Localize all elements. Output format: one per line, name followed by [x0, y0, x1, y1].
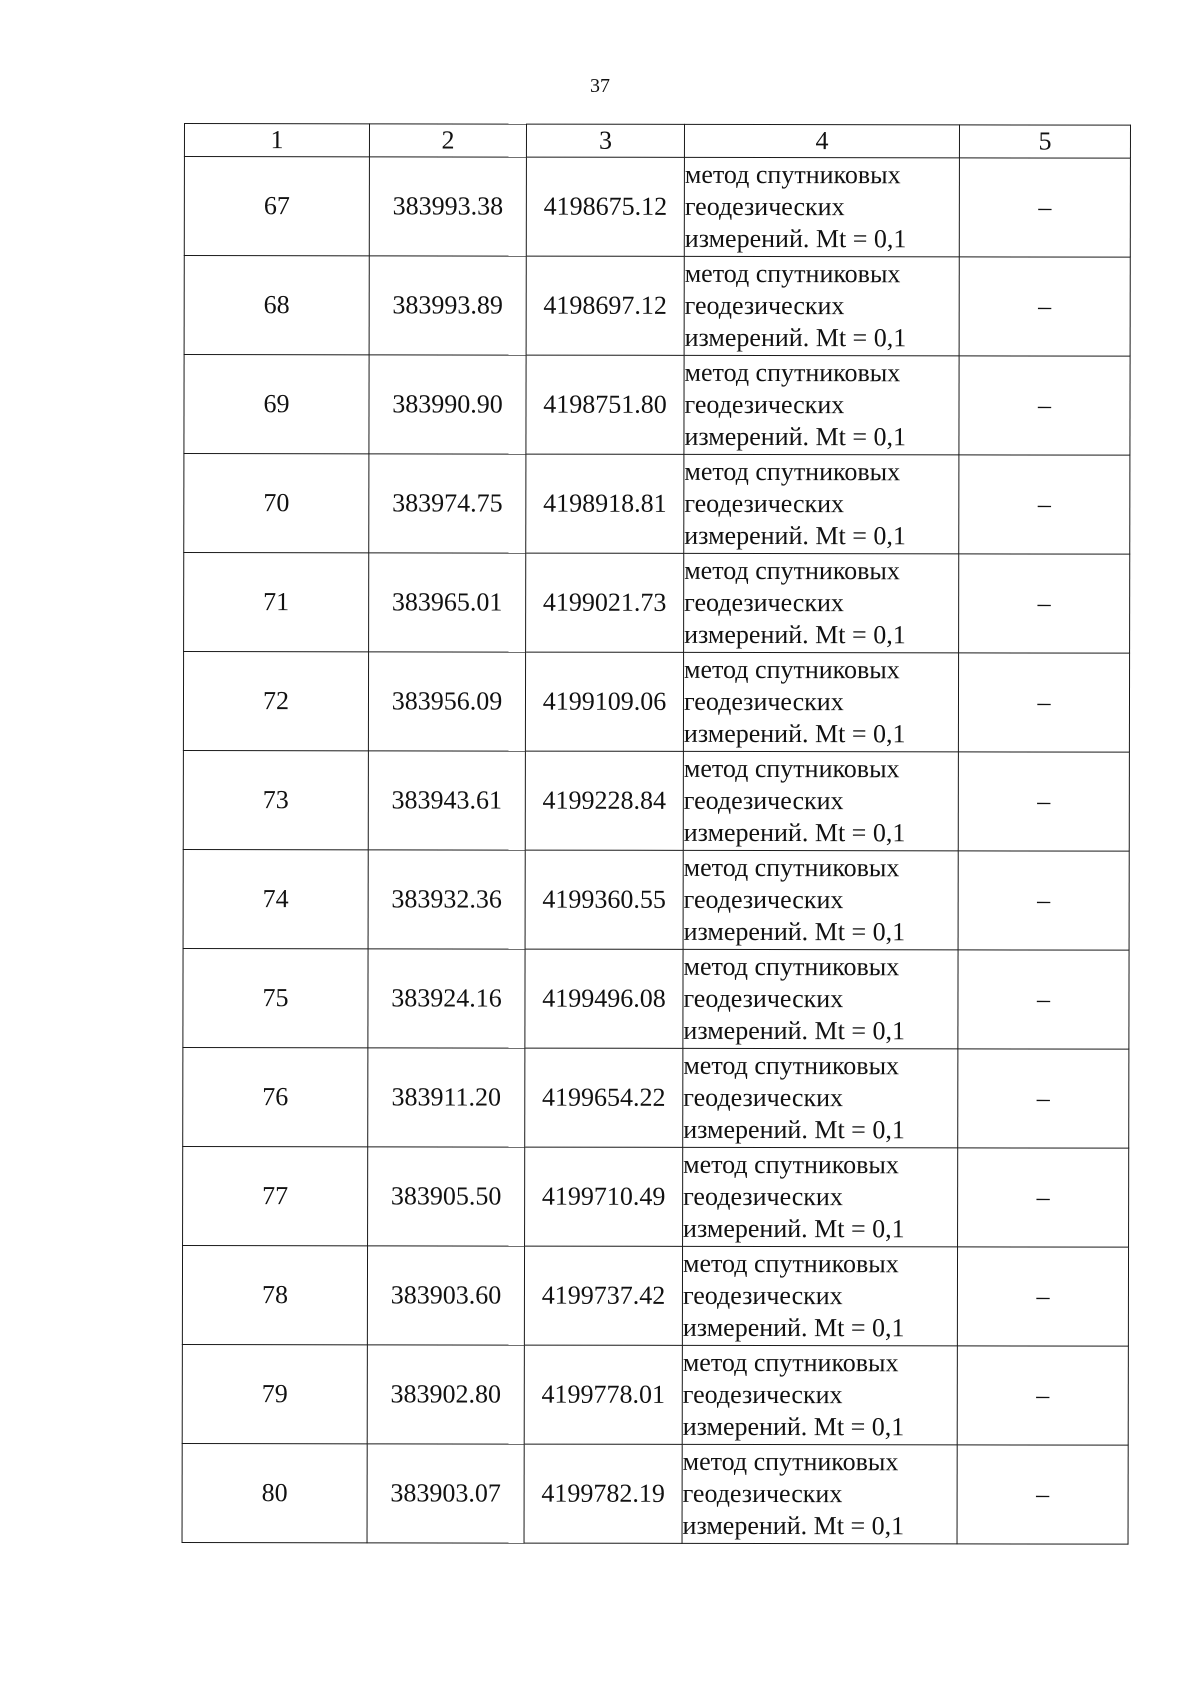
table-row — [183, 1047, 1129, 1148]
note-cell: – — [959, 554, 1130, 653]
y-coordinate-cell: 4199228.84 — [525, 751, 683, 850]
method-cell — [683, 949, 958, 1048]
method-text-line: геодезических — [684, 191, 845, 222]
table-row — [184, 454, 1130, 555]
method-text-line: метод спутниковых — [684, 159, 901, 190]
method-cell — [684, 157, 959, 256]
method-text-line: геодезических — [683, 785, 844, 816]
header-row — [184, 124, 1130, 159]
point-number-cell: 79 — [182, 1344, 367, 1443]
method-text-line: геодезических — [683, 983, 844, 1014]
y-coordinate-cell: 4198751.80 — [526, 355, 684, 454]
method-cell — [682, 1444, 957, 1543]
x-coordinate-cell: 383902.80 — [367, 1345, 524, 1444]
method-text-line: геодезических — [683, 1082, 844, 1113]
table-row — [183, 849, 1129, 950]
method-text-line: измерений. Mt = 0,1 — [683, 1114, 905, 1145]
method-text-line: измерений. Mt = 0,1 — [683, 817, 906, 848]
method-text-line: измерений. Mt = 0,1 — [682, 1312, 905, 1343]
method-text-line: метод спутниковых — [683, 753, 900, 784]
y-coordinate-cell: 4199737.42 — [524, 1246, 682, 1345]
y-coordinate-cell: 4199109.06 — [525, 652, 683, 751]
table-row — [182, 1245, 1128, 1346]
method-text-line: метод спутниковых — [682, 1446, 899, 1477]
method-text-line: измерений. Mt = 0,1 — [684, 223, 907, 254]
y-coordinate-cell: 4199782.19 — [524, 1444, 682, 1543]
note-cell: – — [959, 257, 1130, 356]
y-coordinate-cell: 4199496.08 — [525, 949, 683, 1048]
note-cell: – — [958, 752, 1129, 851]
note-cell: – — [957, 1346, 1128, 1445]
method-text-line: метод спутниковых — [683, 1050, 900, 1081]
method-text-line: геодезических — [684, 488, 845, 519]
method-text-line: геодезических — [684, 389, 845, 420]
point-number-cell: 77 — [183, 1146, 368, 1245]
note-cell: – — [959, 356, 1130, 455]
point-number-cell: 80 — [182, 1443, 367, 1542]
method-cell — [684, 256, 959, 355]
method-text-line: метод спутниковых — [683, 1149, 899, 1180]
x-coordinate-cell: 383924.16 — [368, 949, 525, 1048]
point-number-cell: 72 — [183, 652, 368, 751]
x-coordinate-cell: 383993.89 — [369, 256, 526, 355]
column-header: 1 — [184, 124, 369, 157]
x-coordinate-cell: 383932.36 — [368, 850, 525, 949]
point-number-cell: 76 — [183, 1047, 368, 1146]
table-row — [182, 1344, 1128, 1445]
method-cell — [682, 1345, 957, 1444]
table-row — [182, 1443, 1128, 1544]
method-text-line: метод спутниковых — [683, 951, 900, 982]
method-cell — [683, 1147, 958, 1246]
page-number: 37 — [590, 75, 610, 97]
table-row — [184, 157, 1130, 258]
method-cell — [683, 751, 958, 850]
method-text-line: метод спутниковых — [684, 555, 900, 586]
method-text-line: геодезических — [683, 884, 844, 915]
x-coordinate-cell: 383943.61 — [368, 751, 525, 850]
note-cell: – — [958, 1049, 1129, 1148]
column-header: 2 — [369, 124, 526, 157]
method-text-line: геодезических — [682, 1379, 843, 1410]
method-cell — [684, 454, 959, 553]
method-text-line: метод спутниковых — [684, 357, 901, 388]
method-text-line: измерений. Mt = 0,1 — [682, 1510, 905, 1541]
y-coordinate-cell: 4198918.81 — [526, 454, 684, 553]
note-cell: – — [958, 950, 1129, 1049]
table-row — [183, 1146, 1129, 1247]
method-text-line: метод спутниковых — [683, 852, 900, 883]
method-text-line: геодезических — [684, 587, 844, 618]
y-coordinate-cell: 4199778.01 — [524, 1345, 682, 1444]
method-cell — [683, 652, 958, 751]
y-coordinate-cell: 4199654.22 — [525, 1048, 683, 1147]
point-number-cell: 73 — [183, 750, 368, 849]
x-coordinate-cell: 383974.75 — [369, 454, 526, 553]
y-coordinate-cell: 4198697.12 — [526, 256, 684, 355]
method-cell — [683, 1048, 958, 1147]
method-text-line: измерений. Mt = 0,1 — [683, 916, 906, 947]
method-text-line: измерений. Mt = 0,1 — [684, 520, 906, 551]
method-text-line: геодезических — [684, 290, 845, 321]
x-coordinate-cell: 383905.50 — [368, 1147, 525, 1246]
method-text-line: измерений. Mt = 0,1 — [682, 1411, 905, 1442]
table-row — [183, 948, 1129, 1049]
method-cell — [684, 553, 959, 652]
method-cell — [683, 850, 958, 949]
method-text-line: геодезических — [682, 1478, 843, 1509]
method-text-line: измерений. Mt = 0,1 — [684, 619, 906, 650]
method-text-line: измерений. Mt = 0,1 — [684, 421, 907, 452]
column-header: 3 — [526, 124, 684, 157]
column-header: 4 — [684, 124, 959, 157]
note-cell: – — [957, 1247, 1128, 1346]
column-header: 5 — [959, 125, 1130, 158]
x-coordinate-cell: 383965.01 — [369, 553, 526, 652]
table-row — [184, 553, 1130, 654]
note-cell: – — [959, 158, 1130, 257]
method-text-line: геодезических — [682, 1280, 843, 1311]
table-body — [182, 157, 1130, 1545]
point-number-cell: 67 — [184, 157, 369, 256]
table-row — [183, 750, 1129, 851]
y-coordinate-cell: 4198675.12 — [526, 157, 684, 256]
y-coordinate-cell: 4199360.55 — [525, 850, 683, 949]
point-number-cell: 78 — [182, 1245, 367, 1344]
method-cell — [682, 1246, 957, 1345]
method-cell — [684, 355, 959, 454]
method-text-line: измерений. Mt = 0,1 — [683, 1213, 905, 1244]
method-text-line: геодезических — [683, 1181, 843, 1212]
method-text-line: геодезических — [683, 686, 844, 717]
method-text-line: метод спутниковых — [684, 456, 901, 487]
coordinates-table — [182, 123, 1131, 1545]
note-cell: – — [957, 1445, 1128, 1544]
note-cell: – — [958, 851, 1129, 950]
point-number-cell: 71 — [184, 553, 369, 652]
point-number-cell: 70 — [184, 454, 369, 553]
x-coordinate-cell: 383956.09 — [368, 652, 525, 751]
x-coordinate-cell: 383903.60 — [367, 1246, 524, 1345]
note-cell: – — [959, 455, 1130, 554]
x-coordinate-cell: 383903.07 — [367, 1444, 524, 1543]
method-text-line: измерений. Mt = 0,1 — [683, 718, 906, 749]
table-row — [184, 355, 1130, 456]
method-text-line: метод спутниковых — [684, 258, 901, 289]
point-number-cell: 74 — [183, 849, 368, 948]
x-coordinate-cell: 383993.38 — [369, 157, 526, 256]
x-coordinate-cell: 383990.90 — [369, 355, 526, 454]
table-row — [184, 256, 1130, 357]
point-number-cell: 69 — [184, 355, 369, 454]
note-cell: – — [958, 1148, 1129, 1247]
method-text-line: метод спутниковых — [682, 1347, 899, 1378]
y-coordinate-cell: 4199710.49 — [525, 1147, 683, 1246]
method-text-line: метод спутниковых — [682, 1248, 899, 1279]
note-cell: – — [958, 653, 1129, 752]
method-text-line: измерений. Mt = 0,1 — [683, 1015, 906, 1046]
table-row — [183, 652, 1129, 753]
point-number-cell: 68 — [184, 256, 369, 355]
method-text-line: метод спутниковых — [684, 654, 900, 685]
point-number-cell: 75 — [183, 948, 368, 1047]
method-text-line: измерений. Mt = 0,1 — [684, 322, 907, 353]
y-coordinate-cell: 4199021.73 — [526, 553, 684, 652]
x-coordinate-cell: 383911.20 — [368, 1048, 525, 1147]
